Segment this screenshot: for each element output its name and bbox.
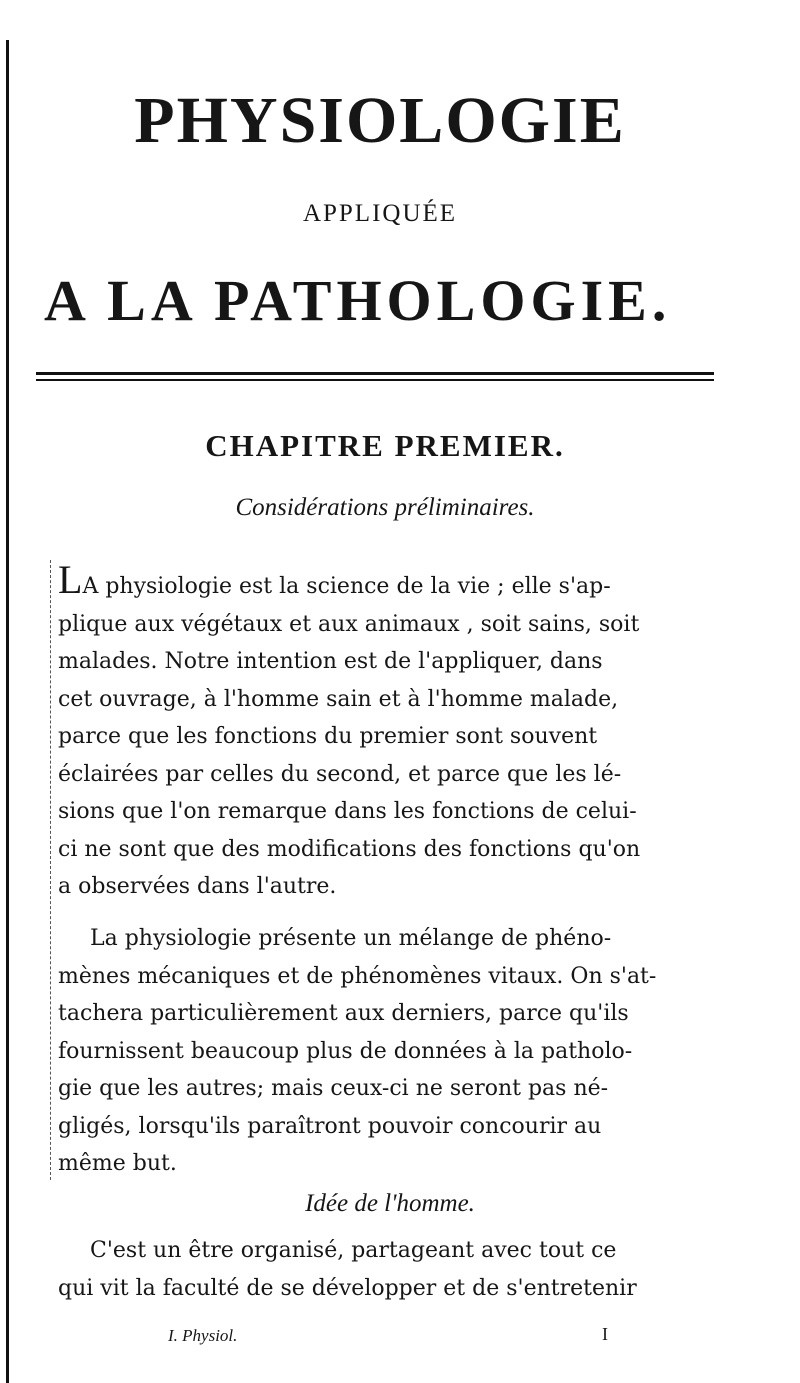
title-line-2: APPLIQUÉE (302, 200, 458, 227)
chapter-title: CHAPITRE PREMIER. (205, 428, 565, 463)
page-number: I (602, 1324, 608, 1344)
page-edge-mark (50, 560, 52, 1180)
title-rule-thick (36, 372, 714, 375)
paragraph-line: C'est un être organisé, partageant avec tout ce (90, 1238, 617, 1263)
paragraph-line: gie que les autres; mais ceux-ci ne seront pas né- (58, 1076, 609, 1101)
title-rule-thin (36, 379, 714, 381)
paragraph-line: sions que l'on remarque dans les fonctions de celui- (58, 799, 637, 824)
chapter-subtitle: Considérations préliminaires. (235, 494, 535, 521)
paragraph-2 (58, 920, 730, 1183)
paragraph-line: fournissent beaucoup plus de données à la patholo- (58, 1038, 633, 1064)
section-heading: Idée de l'homme. (305, 1190, 475, 1217)
paragraph-1 (58, 560, 730, 906)
paragraph-line (58, 560, 730, 606)
paragraph-line: parce que les fonctions du premier sont souvent (58, 724, 598, 749)
paragraph-line-text: A physiologie est la science de la vie ; elle s'ap- (82, 574, 611, 599)
paragraph-line: qui vit la faculté de se développer et de s'entretenir (58, 1275, 637, 1301)
paragraph-line: plique aux végétaux et aux animaux , soit sains, soit (58, 611, 640, 637)
paragraph-line: gligés, lorsqu'ils paraîtront pouvoir concourir au (58, 1113, 602, 1139)
title-line-1: PHYSIOLOGIE (134, 84, 626, 157)
paragraph-line: éclairées par celles du second, et parce que les lé- (58, 761, 622, 787)
paragraph-3 (58, 1232, 730, 1307)
drop-cap: L (58, 560, 83, 602)
paragraph-line: même but. (58, 1151, 177, 1176)
paragraph-line: malades. Notre intention est de l'appliquer, dans (58, 649, 603, 674)
paragraph-line: tachera particulièrement aux derniers, parce qu'ils (58, 1001, 629, 1026)
paragraph-line: ci ne sont que des modifications des fonctions qu'on (58, 836, 641, 862)
printer-signature: I. Physiol. (168, 1326, 238, 1345)
paragraph-line: cet ouvrage, à l'homme sain et à l'homme malade, (58, 686, 619, 712)
page-edge-shadow (6, 40, 9, 1383)
title-line-3: A LA PATHOLOGIE. (44, 268, 672, 333)
paragraph-line: mènes mécaniques et de phénomènes vitaux. On s'at- (58, 963, 657, 989)
paragraph-line: a observées dans l'autre. (58, 874, 337, 899)
paragraph-line: La physiologie présente un mélange de phéno- (90, 926, 612, 951)
